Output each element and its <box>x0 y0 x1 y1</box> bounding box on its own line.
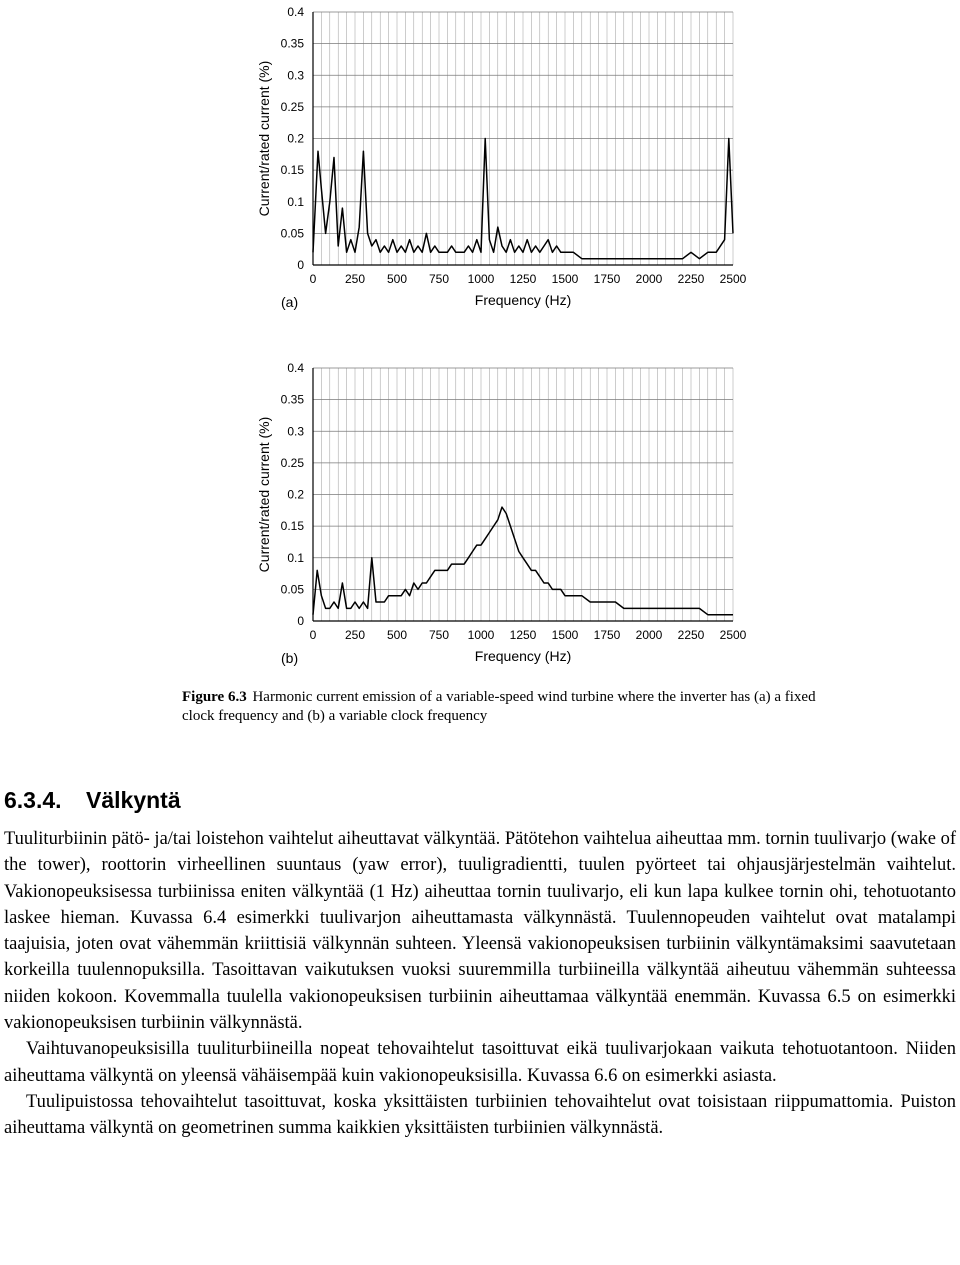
figure-caption-label: Figure 6.3 <box>182 689 247 705</box>
y-tick-label: 0.2 <box>287 131 304 146</box>
y-tick-label: 0.15 <box>280 519 304 534</box>
x-tick-label: 2250 <box>677 272 705 286</box>
x-tick-label: 1750 <box>593 628 621 642</box>
y-tick-label: 0.3 <box>287 68 304 83</box>
x-tick-label: 1500 <box>551 272 579 286</box>
y-tick-label: 0.4 <box>287 361 304 375</box>
x-tick-label: 0 <box>309 628 317 642</box>
panel-label: (a) <box>281 294 299 310</box>
paragraph-3: Tuulipuistossa tehovaihtelut tasoittuvat, koska yksittäisten turbiinien tehovaihtelut ovat toisistaan riippumattomia. Puiston aiheuttama välkyntä on geometrinen summa kaikkien yksittäisten turbiinien välkynnästä. <box>4 1091 956 1139</box>
section-heading <box>4 787 181 814</box>
x-tick-label: 1000 <box>467 272 495 286</box>
paragraph-1: Tuuliturbiinin pätö- ja/tai loistehon vaihtelut aiheuttavat välkyntää. Pätötehon vaihtelua aiheuttaa mm. tornin tuulivarjo (wake of the tower), roottorin virheellinen suuntaus (yaw error), tuuligradientti, tuulen pyörteet tai ohjausjärjestelmän vaihtelut. Vakionopeuksisessa turbiinissa eniten välkyntää (1 Hz) aiheuttaa tornin tuulivarjo, eli kun lapa kulkee tornin ohi, tehotuotanto laskee hieman. Kuvassa 6.4 esimerkki tuulivarjon aiheuttamasta välkynnästä. Tuulennopeuden vaihtelut ovat matalampi taajuisia, joten ovat vähemmän kriittisiä välkynnän suhteen. Yleensä vakionopeuksisen turbiinin välkyntämaksimi saavutetaan korkeilla tuulennopuksilla. Tasoittavan vaikutuksen vuoksi suuremmilla turbiineilla välkyntää aiheutuu vähemmän suhteessa niiden kokoon. Kovemmalla tuulella vakionopeuksisen turbiinin aiheuttamaa välkyntää enemmän. Kuvassa 6.5 on esimerkki vakionopeuksisen turbiinin välkynnästä. <box>4 829 956 1034</box>
x-tick-label: 1000 <box>467 628 495 642</box>
y-tick-label: 0 <box>297 258 304 272</box>
x-tick-label: 750 <box>428 272 450 286</box>
y-tick-label: 0.4 <box>287 5 304 19</box>
body-text <box>4 826 956 1142</box>
x-tick-label: 1750 <box>593 272 621 286</box>
paragraph-2: Vaihtuvanopeuksisilla tuuliturbiineilla nopeat tehovaihtelut tasoittuvat eikä tuulivarjokaan vaikuta tehotuotantoon. Niiden aiheuttama välkyntä on yleensä vähäisempää kuin vakionopeuksisilla. Kuvassa 6.6 on esimerkki asiasta. <box>4 1039 956 1086</box>
y-tick-label: 0.25 <box>280 99 304 114</box>
chart-a <box>256 5 747 310</box>
x-axis-label: Frequency (Hz) <box>474 648 572 664</box>
y-tick-label: 0.2 <box>287 487 304 502</box>
section-title: Välkyntä <box>86 787 181 813</box>
y-tick-label: 0.25 <box>280 455 304 470</box>
x-tick-label: 2000 <box>635 628 663 642</box>
section-number: 6.3.4. <box>4 787 62 813</box>
x-tick-label: 1250 <box>509 272 537 286</box>
figure-caption <box>182 688 842 726</box>
figure-caption-text: Harmonic current emission of a variable-speed wind turbine where the inverter has (a) a fixed clock frequency and (b) a variable clock frequency <box>182 689 816 724</box>
y-tick-label: 0.35 <box>280 36 304 51</box>
x-axis-label: Frequency (Hz) <box>474 292 572 308</box>
x-tick-label: 2500 <box>719 272 747 286</box>
x-tick-label: 2500 <box>719 628 747 642</box>
panel-label: (b) <box>281 650 299 666</box>
x-tick-label: 1500 <box>551 628 579 642</box>
y-axis-label: Current/rated current (%) <box>256 60 272 217</box>
x-tick-label: 500 <box>386 272 408 286</box>
x-tick-label: 2000 <box>635 272 663 286</box>
x-tick-label: 1250 <box>509 628 537 642</box>
y-axis-label: Current/rated current (%) <box>256 416 272 573</box>
x-tick-label: 2250 <box>677 628 705 642</box>
y-tick-label: 0.1 <box>287 194 304 209</box>
x-tick-label: 250 <box>344 628 366 642</box>
y-tick-label: 0.1 <box>287 550 304 565</box>
y-tick-label: 0.35 <box>280 392 304 407</box>
y-tick-label: 0.05 <box>280 226 304 241</box>
chart-b <box>256 361 747 666</box>
x-tick-label: 500 <box>386 628 408 642</box>
x-tick-label: 0 <box>309 272 317 286</box>
y-tick-label: 0 <box>297 614 304 628</box>
y-tick-label: 0.3 <box>287 424 304 439</box>
y-tick-label: 0.15 <box>280 163 304 178</box>
x-tick-label: 750 <box>428 628 450 642</box>
x-tick-label: 250 <box>344 272 366 286</box>
y-tick-label: 0.05 <box>280 582 304 597</box>
